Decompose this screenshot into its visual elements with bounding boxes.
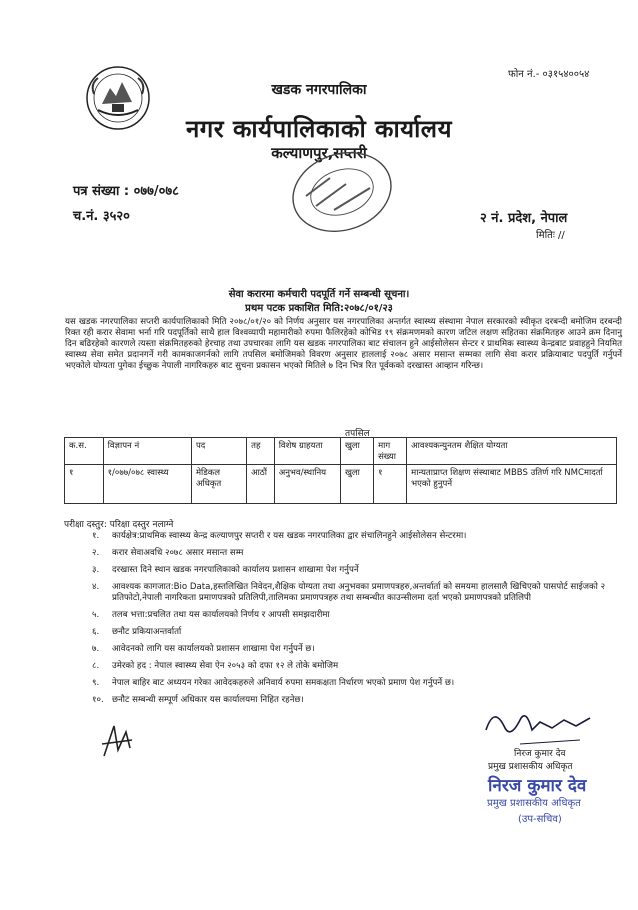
table-header-row (65, 438, 617, 465)
table-header-cell: विज्ञापन नं (103, 438, 191, 465)
name-stamp: निरज कुमार देव (488, 776, 587, 796)
name-stamp-title: प्रमुख प्रशासकीय अधिकृत (487, 798, 581, 809)
province-line: २ नं. प्रदेश, नेपाल (480, 211, 568, 226)
letter-number: पत्र संख्या : ०७७/०७८ (73, 184, 179, 199)
exam-fee-label: परीक्षा दस्तुर: परिक्षा दस्तुर नलाग्ने (64, 520, 174, 530)
list-item (92, 661, 627, 672)
list-item-number: ८. (92, 661, 100, 671)
list-item-text: नेपाल बाहिर बाट अध्ययन गरेका आवेदकहरुले अनिवार्य रुपमा समकक्षता निर्धारण भएको प्रमाण पेश गर्नुपर्ने छ। (112, 678, 455, 688)
list-item-text: करार सेवाअवधि २०७८ असार मसान्त सम्म (112, 548, 244, 558)
table-header-cell: तह (247, 438, 275, 465)
table-cell: खुला (340, 465, 373, 504)
list-item-number: १. (92, 531, 100, 541)
list-item-text: आवश्यक कागजात:Bio Data,हस्तलिखित निवेदन,शैक्षिक योग्यता तथा अनुभवका प्रमाणपत्रहरु,अन्तर्वार्ता को समयमा हालसालै खिचिएको पासपोर्ट साईजको २ प्रतिफोटो,नेपाली नागरिकता प्रमाणपत्रको प्रतिलिपी,तालिमका प्रमाणपत्रहरु तथा सम्बन्धीत काउन्सीलमा दर्ता भएको प्रमाणपत्रको प्रतिलिपी (112, 582, 606, 603)
vacancy-table (64, 437, 617, 504)
office-round-stamp (286, 148, 398, 236)
list-item-text: तलब भत्ता:प्रचलित तथा यस कार्यालयको निर्णय र आपसी समझदारीमा (112, 610, 330, 620)
list-item-number: ५. (92, 610, 100, 620)
list-item-number: ७. (92, 644, 100, 654)
list-item (92, 582, 627, 604)
table-header-cell: माग संख्या (374, 438, 407, 465)
name-stamp-rank: (उप-सचिव) (518, 814, 562, 825)
notice-title: सेवा करारमा कर्मचारी पदपूर्ति गर्ने सम्बन्धी सूचना। (228, 289, 410, 300)
list-item-text: उमेरको हद : नेपाल स्वास्थ्य सेवा ऐन २०५३ को दफा १२ ले तोके बमोजिम (112, 661, 339, 671)
office-title: नगर कार्यपालिकाको कार्यालय (185, 115, 453, 143)
table-header-cell: क.स. (65, 438, 104, 465)
table-cell: अनुभव/स्थानिय (274, 465, 340, 504)
list-item-number: ३. (92, 565, 100, 575)
notice-body: यस खडक नगरपालिका सप्तरी कार्यपालिकाको मिति २०७८/०१/२० को निर्णय अनुसार यस नगरपालिका अन्तर्गत स्वास्थ्य संस्थामा नेपाल सरकारको स्वीकृत दरबन्दी बमोजिम दरबन्दी रिक्त रही करार सेवामा भर्ना गरि पदपूर्तिको साथै हाल विश्वव्यापी महामारीको रुपमा फैलिरहेको कोभिड १९ संक्रमणमको कारण जटिल लक्षण सहितका संक्रमितहरु आउने क्रम दिनानु दिन बढिरहेको कारणले त्यस्ता संक्रमितहरुको हेरचाह तथा उपचारका लागि यस खडक नगरपालिका बाट संचालन हुने आईसोलेसन सेन्टर र प्राथमिक स्वास्थ्य केन्द्रबाट प्रवाहहुने नियमित स्वास्थ्य सेवा समेत प्रदानगर्ने गरी कामकाजगर्नको लागि तपसिल बमोजिमको विवरण अनुसार हाललाई २०७८ असार मसान्त सम्मका लागि सेवा करार प्रक्रियाबाट पदपुर्ति गर्नुपर्ने भएकोले योग्यता पुगेका ईच्छुक नेपाली नागरिकहरु बाट सुचना प्रकासन भएको मितिले ७ दिन भित्र रित पूर्वकको दरखास्त आव्हान गरिन्छ। (65, 317, 622, 372)
municipality-name: खडक नगरपालिका (271, 82, 367, 98)
table-cell: मान्यताप्राप्त शिक्षण संस्थाबाट MBBS उतिर्ण गरि NMCमादर्ता भएको हुनुपर्ने (407, 465, 617, 504)
table-cell: आठौं (247, 465, 275, 504)
list-item (92, 548, 627, 559)
list-item-text: छनौट प्रकियाअन्तर्वार्ता (112, 627, 182, 637)
table-cell: १ (65, 465, 104, 504)
list-item-number: ९. (92, 678, 100, 688)
table-header-cell: विशेष ग्राहयता (274, 438, 340, 465)
table-header-cell: आवश्यकन्युनतम शैक्षित योग्यता (407, 438, 617, 465)
list-item-text: छनौट सम्बन्धी सम्पूर्ण अधिकार यस कार्यालयमा निहित रहनेछ। (112, 695, 304, 705)
table-caption: तपसिल (345, 429, 370, 439)
table-row (65, 465, 617, 504)
list-item-text: आवेदनको लागि यस कार्यालयको प्रशासन शाखामा पेश गर्नुपर्ने छ। (112, 644, 315, 654)
initials-signature (100, 720, 134, 762)
list-item-number: २. (92, 548, 100, 558)
list-item-number: १०. (92, 695, 104, 705)
list-item (92, 644, 627, 655)
list-item-text: दरखास्त दिने स्थान खडक नगरपालिकाको कार्यालय प्रशासन शाखामा पेश गर्नुपर्ने (112, 565, 359, 575)
table-cell: मेडिकल अधिकृत (191, 465, 246, 504)
office-location: कल्याणपुर,सप्तरी (271, 144, 367, 162)
list-item-number: ४. (92, 582, 100, 592)
phone-number: फोन नं.- ०३१५४००५४ (508, 69, 590, 80)
list-item-text: कार्यक्षेत्र:प्राथमिक स्वास्थ्य केन्द्र कल्याणपुर सप्तरी र यस खडक नगरपालिका द्वार संचालिनहुने आईसोलेसन सेन्टरमा। (112, 531, 467, 541)
table-cell: १ (374, 465, 407, 504)
list-item (92, 531, 627, 542)
signer-name: निरज कुमार देव (514, 749, 566, 759)
list-item (92, 610, 627, 621)
list-item (92, 678, 627, 689)
notice-subtitle: प्रथम पटक प्रकाशित मिति:२०७८/०१/२३ (245, 303, 393, 314)
date-field: मितिः // (536, 230, 565, 241)
list-item (92, 565, 627, 576)
table-header-cell: खुला (340, 438, 373, 465)
table-header-cell: पद (191, 438, 246, 465)
table-cell: १/०७७/०७८ स्वास्थ्य (103, 465, 191, 504)
list-item-number: ६. (92, 627, 100, 637)
dispatch-number: च.नं. ३५२० (73, 209, 130, 224)
list-item (92, 627, 627, 638)
conditions-list (92, 531, 627, 712)
signer-title: प्रमुख प्रशासकीय अधिकृत (488, 762, 573, 772)
